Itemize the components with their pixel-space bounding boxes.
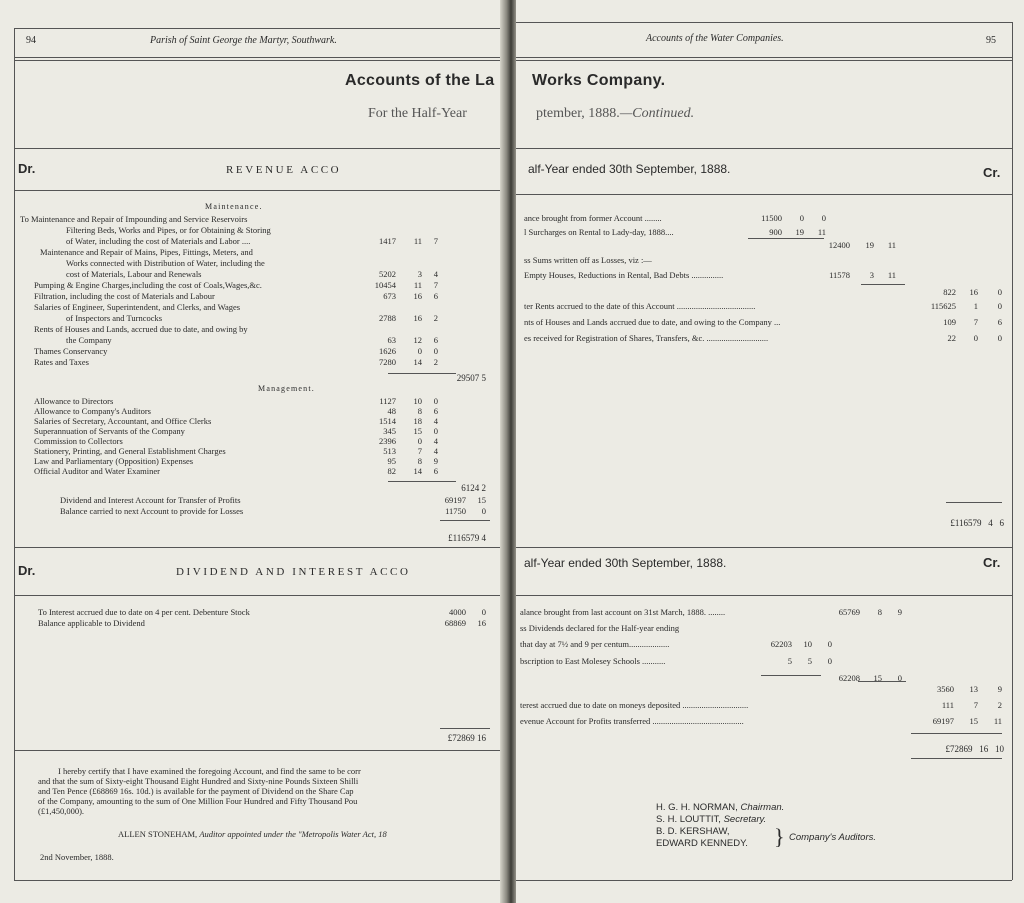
management-item-pence: 4 [433, 446, 438, 456]
management-item-pounds: 1514 [379, 416, 396, 426]
management-item-label: Stationery, Printing, and General Establishment Charges [34, 446, 226, 456]
dividend-dr-label: Dr. [18, 563, 36, 578]
management-item-label: Allowance to Company's Auditors [34, 406, 151, 416]
management-item-pounds: 513 [383, 446, 396, 456]
management-item-pence: 6 [433, 406, 438, 416]
revenue-other-item-label: Balance carried to next Account to provide for Losses [60, 506, 244, 516]
management-total: 6124 2 [461, 483, 486, 493]
revenue-grand-total-left: £116579 4 [448, 533, 486, 543]
management-item-pounds: 345 [383, 426, 396, 436]
management-item-shillings: 14 [413, 466, 422, 476]
registration-fees-pence: 0 [997, 333, 1002, 343]
revenue-other-item-shillings: 0 [481, 506, 486, 516]
dividend-debit-shillings: 0 [481, 607, 486, 617]
balance-brought-forward-pence: 0 [821, 213, 826, 223]
management-item-shillings: 8 [417, 456, 422, 466]
profits-transferred-shillings: 15 [969, 716, 978, 726]
right-running-header: Accounts of the Water Companies. [646, 33, 784, 44]
right-page-number: 95 [986, 35, 996, 46]
dividend-total-right: £72869 16 10 [945, 744, 1004, 754]
management-item-pence: 0 [433, 396, 438, 406]
maintenance-item-shillings: 11 [413, 280, 422, 290]
maintenance-item-shillings: 0 [417, 346, 422, 356]
company-auditors-label: Company's Auditors. [789, 832, 876, 843]
maintenance-item-pence: 4 [433, 269, 438, 279]
empty-houses-pence: 11 [887, 270, 896, 280]
maintenance-item-pence: 7 [433, 236, 438, 246]
water-rents-shillings: 1 [973, 301, 978, 311]
maintenance-heading: Maintenance. [205, 202, 263, 211]
management-item-pence: 6 [433, 466, 438, 476]
dividend-balance-shillings: 8 [877, 607, 882, 617]
balance-brought-forward-shillings: 0 [799, 213, 804, 223]
maintenance-item-label: Maintenance and Repair of Mains, Pipes, Fittings, Meters, and [40, 247, 253, 257]
revenue-net-shillings: 16 [969, 287, 978, 297]
management-item-shillings: 18 [413, 416, 422, 426]
profits-transferred-pence: 11 [993, 716, 1002, 726]
revenue-subtotal-shillings: 19 [865, 240, 874, 250]
dividend-debit-pounds: 4000 [449, 607, 466, 617]
signatory-auditor-1: B. D. KERSHAW, [656, 826, 730, 837]
dividend-balance-pence: 9 [897, 607, 902, 617]
dividend-net-pounds: 3560 [937, 684, 954, 694]
maintenance-item-pence: 6 [433, 291, 438, 301]
revenue-subtotal-pounds: 12400 [828, 240, 850, 250]
management-item-shillings: 15 [413, 426, 422, 436]
maintenance-item-shillings: 12 [413, 335, 422, 345]
dividend-net-pence: 9 [997, 684, 1002, 694]
balance-brought-forward-label: ance brought from former Account ........ [524, 213, 662, 223]
revenue-grand-total-right: £116579 4 6 [950, 518, 1004, 528]
rents-houses-lands-pounds: 109 [943, 317, 956, 327]
dividend-account-heading: DIVIDEND AND INTEREST ACCO [176, 566, 411, 578]
rents-houses-lands-label: nts of Houses and Lands accrued due to date, and owing to the Company ... [524, 317, 781, 327]
revenue-dr-label: Dr. [18, 161, 36, 176]
dividend-debit-shillings: 16 [477, 618, 486, 628]
left-page [0, 0, 506, 903]
certificate-line: I hereby certify that I have examined the foregoing Account, and find the same to be corr [58, 766, 361, 776]
revenue-net-pounds: 822 [943, 287, 956, 297]
management-item-shillings: 7 [417, 446, 422, 456]
empty-houses-shillings: 3 [869, 270, 874, 280]
management-item-pounds: 1127 [379, 396, 396, 406]
management-item-pounds: 2396 [379, 436, 396, 446]
revenue-other-item-pounds: 11750 [445, 506, 466, 516]
page-title-left: Accounts of the La [345, 72, 495, 89]
management-item-pence: 0 [433, 426, 438, 436]
dividends-subtotal-pence: 0 [897, 673, 902, 683]
maintenance-item-shillings: 11 [413, 236, 422, 246]
management-item-label: Salaries of Secretary, Accountant, and Office Clerks [34, 416, 212, 426]
surcharges-label: l Surcharges on Rental to Lady-day, 1888.... [524, 227, 674, 237]
management-heading: Management. [258, 384, 315, 393]
management-item-pounds: 95 [387, 456, 396, 466]
management-item-shillings: 0 [417, 436, 422, 446]
subscription-label: bscription to East Molesey Schools ........... [520, 656, 666, 666]
maintenance-item-shillings: 14 [413, 357, 422, 367]
water-rents-pounds: 115625 [930, 301, 956, 311]
dividend-debit-label: To Interest accrued due to date on 4 per cent. Debenture Stock [38, 607, 250, 617]
page-subtitle-right: ptember, 1888.—Continued. [536, 106, 695, 121]
dividend-balance-pounds: 65769 [838, 607, 860, 617]
surcharges-shillings: 19 [795, 227, 804, 237]
maintenance-total: 29507 5 [456, 373, 486, 383]
maintenance-item-shillings: 3 [417, 269, 422, 279]
rents-houses-lands-pence: 6 [997, 317, 1002, 327]
maintenance-item-label: To Maintenance and Repair of Impounding and Service Reservoirs [20, 214, 248, 224]
maintenance-item-pence: 0 [433, 346, 438, 356]
auditors-brace: } [774, 824, 785, 849]
dividend-heading-right: alf-Year ended 30th September, 1888. [524, 556, 727, 570]
certificate-line: (£1,450,000). [38, 806, 85, 816]
dividends-declared-pence: 0 [827, 639, 832, 649]
water-rents-label: ter Rents accrued to the date of this Account ..................................... [524, 301, 756, 311]
certificate-date: 2nd November, 1888. [40, 852, 114, 862]
maintenance-item-shillings: 16 [413, 313, 422, 323]
revenue-net-pence: 0 [997, 287, 1002, 297]
subscription-shillings: 5 [807, 656, 812, 666]
empty-houses-pounds: 11578 [829, 270, 850, 280]
registration-fees-label: es received for Registration of Shares, Transfers, &c. ............................. [524, 333, 769, 343]
management-item-shillings: 8 [417, 406, 422, 416]
maintenance-item-pounds: 7280 [379, 357, 396, 367]
maintenance-item-label: cost of Materials, Labour and Renewals [66, 269, 202, 279]
management-item-label: Law and Parliamentary (Opposition) Expenses [34, 456, 194, 466]
maintenance-item-pounds: 2788 [379, 313, 396, 323]
signatory-secretary: S. H. LOUTTIT, Secretary. [656, 814, 767, 825]
maintenance-item-pounds: 10454 [374, 280, 396, 290]
revenue-cr-label: Cr. [983, 165, 1001, 180]
empty-houses-label: Empty Houses, Reductions in Rental, Bad Debts ............... [524, 270, 724, 280]
dividends-declared-shillings: 10 [803, 639, 812, 649]
maintenance-item-pounds: 63 [387, 335, 396, 345]
dividend-total-left: £72869 16 [447, 733, 486, 743]
page-title-right: Works Company. [532, 72, 666, 89]
management-item-shillings: 10 [413, 396, 422, 406]
maintenance-item-label: Thames Conservancy [34, 346, 108, 356]
signatory-chairman: H. G. H. NORMAN, Chairman. [656, 802, 785, 813]
balance-brought-forward-pounds: 11500 [761, 213, 782, 223]
maintenance-item-pounds: 5202 [379, 269, 396, 279]
water-rents-pence: 0 [997, 301, 1002, 311]
maintenance-item-shillings: 16 [413, 291, 422, 301]
left-page-number: 94 [26, 35, 36, 46]
interest-deposits-label: terest accrued due to date on moneys deposited ............................... [520, 700, 749, 710]
maintenance-item-label: Rents of Houses and Lands, accrued due to date, and owing by [34, 324, 248, 334]
revenue-heading-right: alf-Year ended 30th September, 1888. [528, 162, 731, 176]
revenue-other-item-shillings: 15 [477, 495, 486, 505]
maintenance-item-pounds: 1417 [379, 236, 396, 246]
management-item-label: Official Auditor and Water Examiner [34, 466, 160, 476]
left-running-header: Parish of Saint George the Martyr, Southwark. [150, 35, 337, 46]
maintenance-item-pence: 2 [433, 357, 438, 367]
certificate-line: and that the sum of Sixty-eight Thousand Eight Hundred and Sixty-nine Pounds Sixteen Shilli [38, 776, 359, 786]
management-item-pounds: 82 [387, 466, 396, 476]
maintenance-item-label: Filtering Beds, Works and Pipes, or for Obtaining & Storing [66, 225, 271, 235]
profits-transferred-pounds: 69197 [932, 716, 954, 726]
revenue-subtotal-pence: 11 [887, 240, 896, 250]
maintenance-item-pounds: 1626 [379, 346, 396, 356]
maintenance-item-pounds: 673 [383, 291, 396, 301]
management-item-pence: 4 [433, 436, 438, 446]
maintenance-item-label: Salaries of Engineer, Superintendent, and Clerks, and Wages [34, 302, 241, 312]
subscription-pence: 0 [827, 656, 832, 666]
dividend-net-shillings: 13 [969, 684, 978, 694]
certificate-line: and Ten Pence (£68869 16s. 10d.) is available for the payment of Dividend on the Share Cap [38, 786, 354, 796]
less-dividends-label-label: ss Dividends declared for the Half-year ending [520, 623, 680, 633]
maintenance-item-pence: 6 [433, 335, 438, 345]
management-item-label: Superannuation of Servants of the Company [34, 426, 185, 436]
dividends-subtotal-pounds: 62208 [838, 673, 860, 683]
management-item-label: Commission to Collectors [34, 436, 123, 446]
auditor-signature: ALLEN STONEHAM, Auditor appointed under the "Metropolis Water Act, 18 [118, 829, 387, 839]
maintenance-item-label: of Water, including the cost of Materials and Labor .... [66, 236, 251, 246]
management-item-pounds: 48 [387, 406, 396, 416]
less-written-off-label-label: ss Sums written off as Losses, viz :— [524, 255, 652, 265]
dividend-balance-label: alance brought from last account on 31st March, 1888. ........ [520, 607, 726, 617]
maintenance-item-label: Works connected with Distribution of Water, including the [66, 258, 265, 268]
dividend-cr-label: Cr. [983, 555, 1001, 570]
management-item-pence: 9 [433, 456, 438, 466]
dividends-subtotal-shillings: 15 [873, 673, 882, 683]
maintenance-item-label: the Company [66, 335, 112, 345]
surcharges-pence: 11 [817, 227, 826, 237]
revenue-account-heading: REVENUE ACCO [226, 164, 342, 176]
revenue-other-item-pounds: 69197 [444, 495, 466, 505]
maintenance-item-label: of Inspectors and Turncocks [66, 313, 163, 323]
dividend-debit-pounds: 68869 [444, 618, 466, 628]
dividend-debit-label: Balance applicable to Dividend [38, 618, 145, 628]
maintenance-item-pence: 2 [433, 313, 438, 323]
surcharges-pounds: 900 [769, 227, 782, 237]
maintenance-item-label: Pumping & Engine Charges,including the cost of Coals,Wages,&c. [34, 280, 262, 290]
dividends-declared-pounds: 62203 [770, 639, 792, 649]
revenue-other-item-label: Dividend and Interest Account for Transfer of Profits [60, 495, 241, 505]
signatory-auditor-2: EDWARD KENNEDY. [656, 838, 748, 849]
certificate-line: of the Company, amounting to the sum of One Million Four Hundred and Fifty Thousand Pou [38, 796, 358, 806]
registration-fees-pounds: 22 [947, 333, 956, 343]
maintenance-item-label: Rates and Taxes [34, 357, 89, 367]
dividends-declared-label: that day at 7½ and 9 per centum................... [520, 639, 670, 649]
registration-fees-shillings: 0 [973, 333, 978, 343]
interest-deposits-pence: 2 [997, 700, 1002, 710]
maintenance-item-pence: 7 [433, 280, 438, 290]
subscription-pounds: 5 [787, 656, 792, 666]
right-page [516, 0, 1024, 903]
profits-transferred-label: evenue Account for Profits transferred ........................................... [520, 716, 744, 726]
rents-houses-lands-shillings: 7 [973, 317, 978, 327]
page-subtitle-left: For the Half-Year [368, 106, 467, 121]
interest-deposits-shillings: 7 [973, 700, 978, 710]
interest-deposits-pounds: 111 [941, 700, 954, 710]
maintenance-item-label: Filtration, including the cost of Materials and Labour [34, 291, 215, 301]
management-item-label: Allowance to Directors [34, 396, 114, 406]
management-item-pence: 4 [433, 416, 438, 426]
